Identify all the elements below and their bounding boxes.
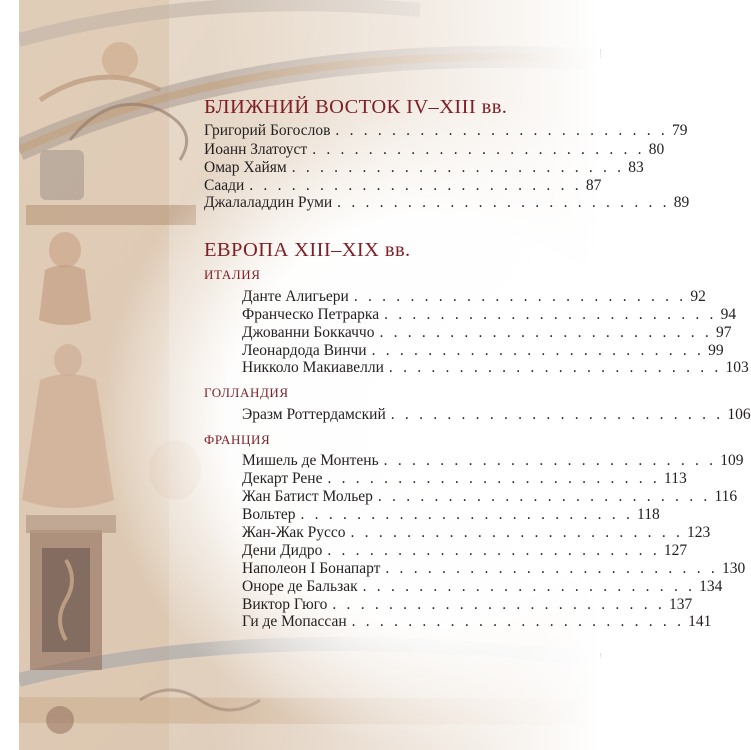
entry-name: Саади [204, 177, 245, 194]
toc-entry[interactable] [204, 122, 688, 140]
entry-page: 127 [663, 542, 688, 559]
entry-page: 123 [687, 524, 711, 541]
toc-entry[interactable] [242, 596, 693, 614]
toc-entry[interactable] [242, 452, 744, 470]
leader-dots: . . . . . . . . . . . . . . . . . . . . . . . . [350, 524, 684, 541]
toc-entry[interactable] [204, 159, 644, 177]
leader-dots: . . . . . . . . . . . . . . . . . . . . . . . . [351, 613, 685, 630]
leader-dots: . . . . . . . . . . . . . . . . . . . . . . . . [384, 306, 717, 323]
entry-name: Оноре де Бальзак [242, 578, 358, 595]
subsection-heading-france: ФРАНЦИЯ [204, 432, 271, 447]
entry-name: Никколо Макиавелли [242, 359, 384, 376]
toc-entry[interactable] [242, 306, 737, 324]
entry-name: Декарт Рене [242, 470, 323, 487]
entry-page: 79 [671, 122, 688, 139]
leader-dots: . . . . . . . . . . . . . . . . . . . . . . . . [362, 578, 696, 595]
entry-name: Иоанн Златоуст [204, 141, 308, 158]
entry-name: Дени Дидро [242, 542, 323, 559]
entry-page: 89 [673, 194, 690, 211]
subsection-heading-italy: ИТАЛИЯ [204, 267, 261, 282]
entry-page: 80 [648, 141, 665, 158]
entry-name: Франческо Петрарка [242, 306, 380, 323]
entry-page: 83 [628, 159, 644, 176]
toc-entry[interactable] [242, 542, 688, 560]
entry-name: Эразм Роттердамский [242, 406, 386, 423]
entry-name: Вольтер [242, 506, 296, 523]
entry-name: Ги де Мопассан [242, 613, 347, 630]
leader-dots: . . . . . . . . . . . . . . . . . . . . . . . . [249, 177, 582, 194]
entry-page: 141 [688, 613, 712, 630]
entry-page: 87 [585, 177, 602, 194]
toc-entry[interactable] [204, 194, 690, 212]
leader-dots: . . . . . . . . . . . . . . . . . . . . . . . . [335, 122, 668, 139]
toc-entry[interactable] [242, 578, 723, 596]
section-heading-near-east: БЛИЖНИЙ ВОСТОК IV–XIII вв. [204, 96, 508, 118]
leader-dots: . . . . . . . . . . . . . . . . . . . . . . . . [353, 288, 687, 305]
entry-page: 118 [637, 506, 660, 523]
entry-page: 103 [725, 359, 749, 376]
leader-dots: . . . . . . . . . . . . . . . . . . . . . . . . [300, 506, 634, 523]
toc-entry[interactable] [242, 359, 749, 377]
subsection-heading-holland: ГОЛЛАНДИЯ [204, 385, 289, 400]
entry-name: Джалаладдин Руми [204, 194, 333, 211]
leader-dots: . . . . . . . . . . . . . . . . . . . . . . . . [327, 470, 661, 487]
toc-entry[interactable] [242, 506, 660, 524]
entry-name: Джованни Боккаччо [242, 324, 375, 341]
toc-entry[interactable] [204, 141, 665, 159]
entry-name: Виктор Гюго [242, 596, 328, 613]
entry-name: Данте Алигьери [242, 288, 349, 305]
leader-dots: . . . . . . . . . . . . . . . . . . . . . . . . [327, 542, 660, 559]
toc-entry[interactable] [242, 560, 746, 578]
section-heading-europe: ЕВРОПА XIII–XIX вв. [204, 239, 411, 261]
toc-entry[interactable] [242, 524, 711, 542]
entry-name: Мишель де Монтень [242, 452, 379, 469]
entry-page: 97 [716, 324, 732, 341]
entry-page: 94 [720, 306, 737, 323]
toc-entry[interactable] [242, 406, 751, 424]
entry-page: 137 [668, 596, 693, 613]
leader-dots: . . . . . . . . . . . . . . . . . . . . . . . . [291, 159, 625, 176]
entry-page: 113 [664, 470, 687, 487]
entry-page: 99 [708, 342, 724, 359]
leader-dots: . . . . . . . . . . . . . . . . . . . . . . . . [377, 488, 711, 505]
entry-name: Жан Батист Мольер [242, 488, 373, 505]
entry-page: 92 [690, 288, 706, 305]
toc-entry[interactable] [242, 613, 712, 631]
entry-page: 109 [720, 452, 744, 469]
toc-entry[interactable] [242, 324, 732, 342]
entry-name: Наполеон I Бонапарт [242, 560, 381, 577]
toc-entry[interactable] [242, 342, 724, 360]
entry-page: 134 [699, 578, 723, 595]
leader-dots: . . . . . . . . . . . . . . . . . . . . . . . . [337, 194, 670, 211]
entry-page: 116 [714, 488, 738, 505]
toc-entry[interactable] [242, 288, 706, 306]
entry-page: 130 [721, 560, 746, 577]
leader-dots: . . . . . . . . . . . . . . . . . . . . . . . . [379, 324, 713, 341]
entry-page: 106 [727, 406, 751, 423]
leader-dots: . . . . . . . . . . . . . . . . . . . . . . . . [332, 596, 665, 613]
leader-dots: . . . . . . . . . . . . . . . . . . . . . . . . [383, 452, 717, 469]
leader-dots: . . . . . . . . . . . . . . . . . . . . . . . . [390, 406, 724, 423]
toc-entry[interactable] [242, 470, 687, 488]
leader-dots: . . . . . . . . . . . . . . . . . . . . . . . . [388, 359, 722, 376]
entry-name: Леонардода Винчи [242, 342, 367, 359]
entry-name: Григорий Богослов [204, 122, 331, 139]
toc-entry[interactable] [204, 177, 602, 195]
leader-dots: . . . . . . . . . . . . . . . . . . . . . . . . [371, 342, 705, 359]
leader-dots: . . . . . . . . . . . . . . . . . . . . . . . . [312, 141, 645, 158]
leader-dots: . . . . . . . . . . . . . . . . . . . . . . . . [385, 560, 718, 577]
entry-name: Жан-Жак Руссо [242, 524, 346, 541]
toc-entry[interactable] [242, 488, 738, 506]
entry-name: Омар Хайям [204, 159, 287, 176]
